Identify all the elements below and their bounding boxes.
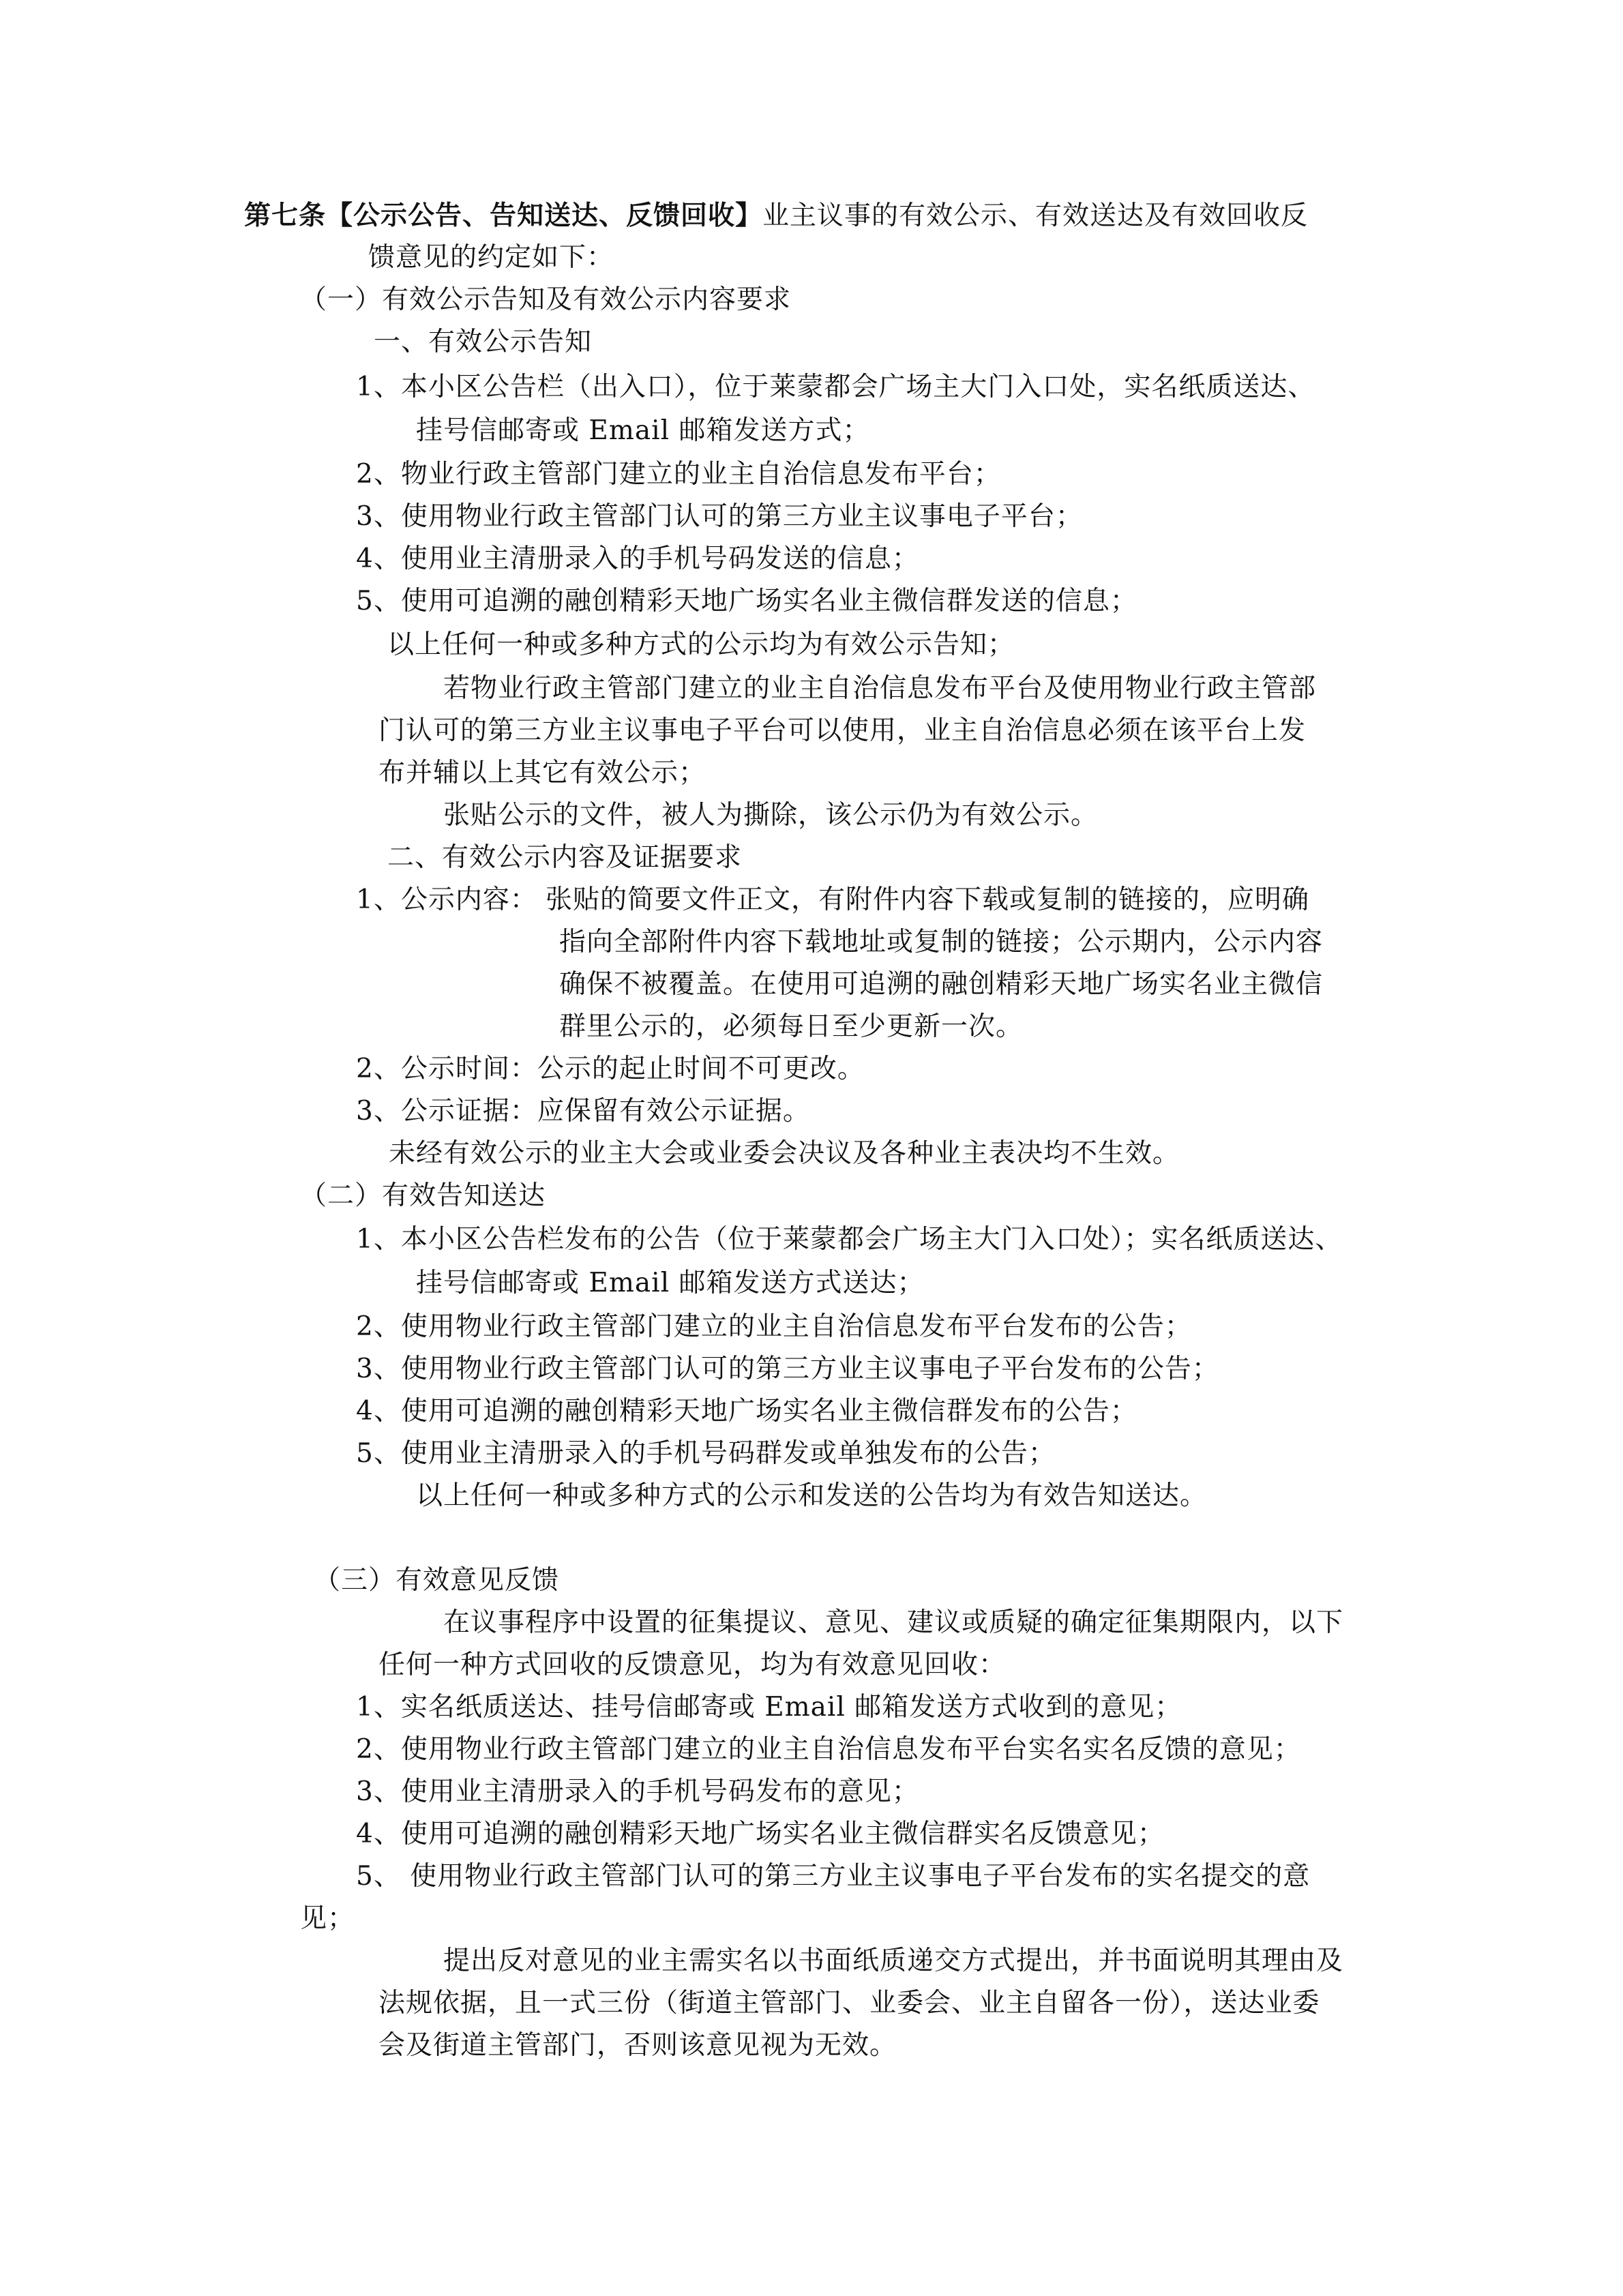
- section2-item-3: 3、使用物业行政主管部门认可的第三方业主议事电子平台发布的公告；: [356, 1354, 1219, 1384]
- section1-sub2-heading: 二、有效公示内容及证据要求: [387, 842, 743, 873]
- section2-heading: （二）有效告知送达: [300, 1180, 546, 1211]
- section1-sub2-item2: 2、公示时间：公示的起止时间不可更改。: [356, 1054, 865, 1084]
- section1-note2: 张贴公示的文件，被人为撕除，该公示仍为有效公示。: [443, 800, 1099, 831]
- section1-sub1-item-1-continued: 挂号信邮寄或 Email 邮箱发送方式；: [416, 415, 870, 446]
- section2-item-4: 4、使用可追溯的融创精彩天地广场实名业主微信群发布的公告；: [356, 1396, 1137, 1427]
- section1-sub1-item-3: 3、使用物业行政主管部门认可的第三方业主议事电子平台；: [356, 501, 1083, 532]
- section1-heading: （一）有效公示告知及有效公示内容要求: [300, 284, 792, 315]
- section3-closing-line: 提出反对意见的业主需实名以书面纸质递交方式提出，并书面说明其理由及: [443, 1945, 1344, 1976]
- section3-closing-line: 法规依据，且一式三份（街道主管部门、业委会、业主自留各一份），送达业委: [378, 1988, 1320, 2018]
- section1-sub2-item1-label: 1、公示内容：: [356, 884, 537, 915]
- section1-sub2-item1-line: 指向全部附件内容下载地址或复制的链接；公示期内，公示内容: [559, 927, 1324, 957]
- section3-item-5-continued: 见；: [300, 1903, 355, 1934]
- section1-sub2-closing: 未经有效公示的业主大会或业委会决议及各种业主表决均不生效。: [389, 1138, 1180, 1169]
- section1-note-line: 门认可的第三方业主议事电子平台可以使用，业主自治信息必须在该平台上发: [378, 715, 1307, 746]
- section3-intro-line: 在议事程序中设置的征集提议、意见、建议或质疑的确定征集期限内，以下: [443, 1607, 1344, 1638]
- section3-intro-line: 任何一种方式回收的反馈意见，均为有效意见回收：: [378, 1650, 1007, 1680]
- section1-sub2-item3: 3、公示证据：应保留有效公示证据。: [356, 1096, 810, 1127]
- section1-sub1-summary: 以上任何一种或多种方式的公示均为有效公示告知；: [387, 629, 1015, 660]
- article-intro-continued: 馈意见的约定如下：: [368, 242, 614, 273]
- section3-heading: （三）有效意见反馈: [314, 1565, 560, 1596]
- section2-item-1: 1、本小区公告栏发布的公告（位于莱蒙都会广场主大门入口处）；实名纸质送达、: [356, 1224, 1343, 1255]
- section2-summary: 以上任何一种或多种方式的公示和发送的公告均为有效告知送达。: [416, 1480, 1208, 1511]
- section1-sub2-item1-line: 群里公示的，必须每日至少更新一次。: [559, 1011, 1024, 1042]
- section1-sub2-item1-line: 确保不被覆盖。在使用可追溯的融创精彩天地广场实名业主微信: [559, 969, 1324, 1000]
- section3-item: 1、实名纸质送达、挂号信邮寄或 Email 邮箱发送方式收到的意见；: [356, 1692, 1182, 1723]
- section3-closing-line: 会及街道主管部门，否则该意见视为无效。: [378, 2030, 897, 2061]
- section1-sub1-item-2: 2、物业行政主管部门建立的业主自治信息发布平台；: [356, 459, 1001, 490]
- section3-item: 4、使用可追溯的融创精彩天地广场实名业主微信群实名反馈意见；: [356, 1819, 1165, 1849]
- section1-sub1-item-5: 5、使用可追溯的融创精彩天地广场实名业主微信群发送的信息；: [356, 586, 1137, 616]
- section2-item-5: 5、使用业主清册录入的手机号码群发或单独发布的公告；: [356, 1438, 1056, 1469]
- article-heading: [244, 196, 1308, 235]
- section2-item-2: 2、使用物业行政主管部门建立的业主自治信息发布平台发布的公告；: [356, 1311, 1192, 1342]
- section1-note-line: 若物业行政主管部门建立的业主自治信息发布平台及使用物业行政主管部: [443, 673, 1317, 704]
- article-intro: 业主议事的有效公示、有效送达及有效回收反: [762, 200, 1309, 231]
- section3-item-5: 5、 使用物业行政主管部门认可的第三方业主议事电子平台发布的实名提交的意: [356, 1861, 1311, 1892]
- article-title: 第七条【公示公告、告知送达、反馈回收】: [244, 200, 763, 231]
- section1-note-line: 布并辅以上其它有效公示；: [378, 758, 706, 788]
- section1-sub1-item-4: 4、使用业主清册录入的手机号码发送的信息；: [356, 543, 919, 574]
- section3-item: 3、使用业主清册录入的手机号码发布的意见；: [356, 1776, 919, 1807]
- section1-sub1-heading: 一、有效公示告知: [374, 327, 593, 357]
- section1-sub2-item1-line: 张贴的简要文件正文，有附件内容下载或复制的链接的，应明确: [546, 884, 1310, 915]
- section2-item-1-continued: 挂号信邮寄或 Email 邮箱发送方式送达；: [416, 1268, 925, 1298]
- section1-sub1-item-1: 1、本小区公告栏（出入口），位于莱蒙都会广场主大门入口处，实名纸质送达、: [356, 372, 1315, 402]
- section3-item: 2、使用物业行政主管部门建立的业主自治信息发布平台实名实名反馈的意见；: [356, 1734, 1301, 1765]
